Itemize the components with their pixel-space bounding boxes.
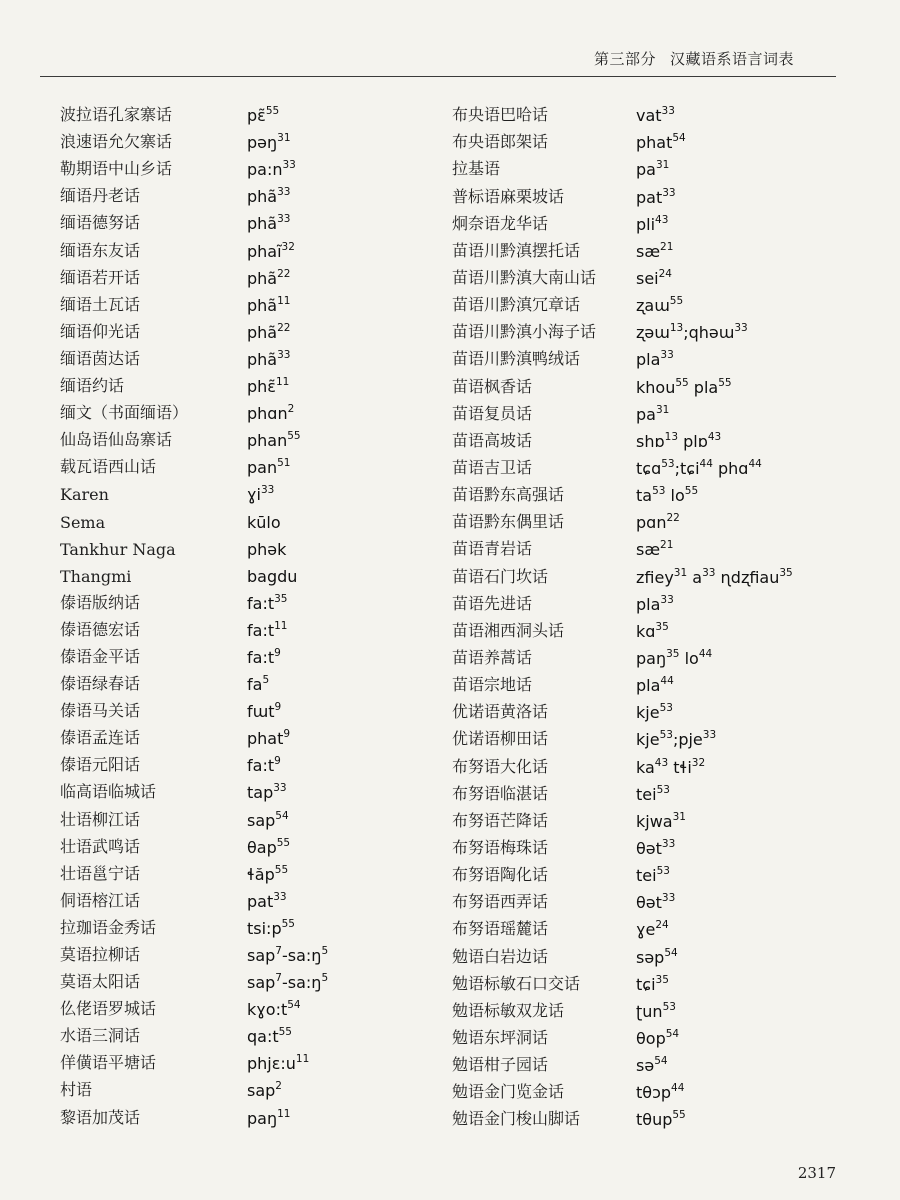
language-name: 载瓦语西山话 (60, 457, 157, 477)
word-entry-row (60, 830, 450, 857)
language-name: 侗语榕江话 (60, 890, 141, 910)
language-name: 缅语德努话 (60, 213, 141, 233)
word-entry-row (60, 477, 450, 504)
word-entry-row (60, 504, 450, 531)
word-entry-row (452, 912, 862, 939)
language-name: 勉语标敏双龙话 (452, 1000, 565, 1020)
word-entry-row (452, 967, 862, 994)
word-entry-row (60, 1019, 450, 1046)
language-name: 布努语梅珠话 (452, 837, 549, 857)
word-form: səp$^{54}$ (636, 946, 678, 967)
language-name: 傣语马关话 (60, 701, 141, 721)
word-entry-row (60, 559, 450, 586)
word-form: $pa:n^{33}$ (247, 159, 296, 180)
language-name: 缅语东友话 (60, 240, 141, 260)
language-name: 缅语土瓦话 (60, 294, 141, 314)
language-name: 勉语白岩边话 (452, 946, 549, 966)
word-entry-row (60, 802, 450, 829)
word-form: $qa:t^{55}$ (247, 1026, 292, 1047)
language-name: Tankhur Naga (60, 539, 176, 559)
word-entry-row (452, 152, 862, 179)
word-form: pat$^{33}$ (636, 186, 676, 207)
language-name: 傣语孟连话 (60, 728, 141, 748)
header-rule (40, 76, 836, 77)
word-form: pan$^{51}$ (247, 457, 291, 478)
left-column (60, 98, 450, 1128)
language-name: 傣语绿春话 (60, 674, 141, 694)
word-entry-row (452, 1021, 862, 1048)
word-form: ʐəɯ$^{13}$;qhəɯ$^{33}$ (636, 322, 748, 343)
word-form: $ka^{43}$ tɬi$^{32}$ (636, 756, 706, 777)
word-entry-row (452, 342, 862, 369)
word-form: paŋ$^{35}$ $lo^{44}$ (636, 647, 713, 668)
word-form: $sap^7-sa:ŋ^5$ (247, 972, 329, 993)
word-entry-row (452, 125, 862, 152)
word-form: $fa:t^{35}$ (247, 592, 288, 613)
language-name: 佯僙语平塘话 (60, 1053, 157, 1073)
word-form: ɣe$^{24}$ (636, 919, 669, 940)
language-name: 普标语麻栗坡话 (452, 186, 565, 206)
word-entry-row (452, 424, 862, 451)
language-name: 勒期语中山乡话 (60, 159, 173, 179)
language-name: 临高语临城话 (60, 782, 157, 802)
word-entry-row (452, 315, 862, 342)
word-form: tap$^{33}$ (247, 782, 287, 803)
word-form: phat$^9$ (247, 728, 291, 749)
word-form: phã$^{22}$ (247, 321, 291, 342)
word-form: pɑn$^{22}$ (636, 512, 680, 533)
language-name: 苗语复员话 (452, 403, 533, 423)
word-entry-row (60, 98, 450, 125)
word-entry-row (452, 994, 862, 1021)
word-entry-row (452, 614, 862, 641)
word-form: phək (247, 539, 287, 559)
page-number: 2317 (797, 1164, 836, 1182)
word-entry-row (60, 640, 450, 667)
language-name: 苗语高坡话 (452, 430, 533, 450)
word-entry-row (60, 694, 450, 721)
word-entry-row (452, 207, 862, 234)
word-form: phã$^{33}$ (247, 213, 291, 234)
language-name: 布努语临湛话 (452, 783, 549, 803)
word-form: $tsi:p^{55}$ (247, 917, 295, 938)
word-entry-row (60, 261, 450, 288)
word-entry-row (452, 505, 862, 532)
language-name: 优诺语黄洛话 (452, 702, 549, 722)
language-name: 布努语陶化话 (452, 865, 549, 885)
language-name: 苗语石门坎话 (452, 566, 549, 586)
word-form: paŋ$^{11}$ (247, 1107, 291, 1128)
language-name: 苗语川黔滇鸭绒话 (452, 349, 581, 369)
word-form: $phjɛ:u^{11}$ (247, 1053, 310, 1074)
word-entry-row (452, 1075, 862, 1102)
word-form: $fa:t^9$ (247, 646, 281, 667)
word-entry-row (60, 911, 450, 938)
word-form: θət$^{33}$ (636, 837, 676, 858)
word-form: $sæ^{21}$ (636, 539, 674, 560)
word-form: pɛ̃$^{55}$ (247, 105, 280, 126)
word-entry-row (60, 315, 450, 342)
right-column (452, 98, 862, 1129)
word-entry-row (452, 98, 862, 125)
language-name: 缅语若开话 (60, 267, 141, 287)
word-form: kūlo (247, 512, 281, 532)
word-form: pla$^{33}$ (636, 593, 674, 614)
word-form: $fa^5$ (247, 674, 270, 695)
word-entry-row (60, 748, 450, 775)
language-name: 缅语约话 (60, 376, 125, 396)
word-form: $ta^{53}$ $lo^{55}$ (636, 485, 699, 506)
word-entry-row (60, 586, 450, 613)
language-name: 苗语川黔滇大南山话 (452, 267, 597, 287)
running-header (594, 48, 794, 69)
language-name: Thangmi (60, 566, 132, 586)
language-name: 苗语黔东高强话 (452, 485, 565, 505)
word-form: sə$^{54}$ (636, 1055, 668, 1076)
word-entry-row (452, 451, 862, 478)
word-form: pat$^{33}$ (247, 890, 287, 911)
word-entry-row (452, 831, 862, 858)
word-form: tei$^{53}$ (636, 783, 670, 804)
language-name: 布央语巴哈话 (452, 105, 549, 125)
language-name: 勉语东坪洞话 (452, 1027, 549, 1047)
language-name: Karen (60, 485, 109, 505)
word-entry-row (60, 233, 450, 260)
word-form: phɛ̃$^{11}$ (247, 376, 290, 397)
word-form: ɣi$^{33}$ (247, 484, 275, 505)
word-entry-row (452, 261, 862, 288)
word-entry-row (60, 423, 450, 450)
language-name: 缅语仰光话 (60, 321, 141, 341)
language-name: 缅语丹老话 (60, 186, 141, 206)
language-name: 傣语元阳话 (60, 755, 141, 775)
word-form: phã$^{33}$ (247, 186, 291, 207)
word-form: ʈun$^{53}$ (636, 1000, 676, 1021)
word-form: khou$^{55}$ pla$^{55}$ (636, 376, 732, 397)
language-name: 壮语武鸣话 (60, 836, 141, 856)
language-name: 苗语养蒿话 (452, 647, 533, 667)
word-entry-row (60, 532, 450, 559)
header-part: 第三部分 (594, 50, 657, 68)
word-form: phã$^{11}$ (247, 294, 291, 315)
word-form: pla$^{44}$ (636, 675, 674, 696)
language-name: Sema (60, 512, 106, 532)
language-name: 苗语宗地话 (452, 675, 533, 695)
word-form: $pa^{31}$ (636, 159, 670, 180)
word-entry-row (452, 397, 862, 424)
language-name: 缅语茵达话 (60, 348, 141, 368)
word-form: sei$^{24}$ (636, 267, 672, 288)
language-name: 莫语太阳话 (60, 972, 141, 992)
word-form: tθup$^{55}$ (636, 1109, 686, 1130)
word-form: tθɔp$^{44}$ (636, 1082, 685, 1103)
word-form: phat$^{54}$ (636, 132, 686, 153)
word-form: kje$^{53}$ (636, 702, 673, 723)
word-form: pli$^{43}$ (636, 213, 669, 234)
word-entry-row (60, 721, 450, 748)
word-entry-row (60, 288, 450, 315)
word-form: tɕi$^{35}$ (636, 973, 669, 994)
language-name: 布努语芒降话 (452, 810, 549, 830)
language-name: 傣语金平话 (60, 646, 141, 666)
language-name: 傣语版纳话 (60, 592, 141, 612)
word-form: pəŋ$^{31}$ (247, 132, 291, 153)
header-title: 汉藏语系语言词表 (670, 50, 795, 68)
language-name: 莫语拉柳话 (60, 945, 141, 964)
word-entry-row (60, 152, 450, 179)
language-name: 黎语加茂话 (60, 1107, 141, 1127)
word-entry-row (60, 206, 450, 233)
word-form: zfiey$^{31}$ $a^{33}$ ɳdʐfiau$^{35}$ (636, 566, 793, 587)
language-name: 勉语金门览金话 (452, 1082, 565, 1102)
word-entry-row (60, 369, 450, 396)
word-form: θət$^{33}$ (636, 892, 676, 913)
language-name: 水语三洞话 (60, 1026, 141, 1046)
language-name: 苗语青岩话 (452, 539, 533, 559)
word-entry-row (60, 992, 450, 1019)
word-entry-row (452, 478, 862, 505)
word-form: phã$^{33}$ (247, 348, 291, 369)
language-name: 苗语湘西洞头话 (452, 620, 565, 640)
word-form: $kɣo:t^{54}$ (247, 999, 301, 1020)
word-form: phɑn$^2$ (247, 403, 295, 424)
language-name: 炯奈语龙华话 (452, 213, 549, 233)
language-name: 布央语郎架话 (452, 132, 549, 152)
word-entry-row (60, 857, 450, 884)
language-name: 布努语大化话 (452, 756, 549, 776)
word-form: ɬăp$^{55}$ (247, 863, 289, 884)
word-entry-row (452, 695, 862, 722)
language-name: 壮语柳江话 (60, 809, 141, 829)
word-entry-row (452, 858, 862, 885)
language-name: 布努语瑶麓话 (452, 919, 549, 939)
word-entry-row (60, 667, 450, 694)
word-form: $pa^{31}$ (636, 403, 670, 424)
word-entry-row (452, 532, 862, 559)
word-entry-row (452, 722, 862, 749)
language-name: 布努语西弄话 (452, 892, 549, 912)
word-entry-row (60, 125, 450, 152)
language-name: 苗语川黔滇冗章话 (452, 295, 581, 315)
word-entry-row (452, 288, 862, 315)
language-name: 苗语黔东偶里话 (452, 512, 565, 532)
word-entry-row (60, 396, 450, 423)
word-entry-row (452, 369, 862, 396)
word-entry-row (60, 965, 450, 992)
word-form: fɯt$^9$ (247, 701, 282, 722)
language-name: 苗语先进话 (452, 593, 533, 613)
word-form: phan$^{55}$ (247, 430, 301, 451)
word-form: pla$^{33}$ (636, 349, 674, 370)
word-form: bagdu (247, 566, 298, 586)
word-form: sap$^2$ (247, 1080, 282, 1101)
language-name: 苗语枫香话 (452, 376, 533, 396)
word-entry-row (452, 1048, 862, 1075)
word-form: kɑ$^{35}$ (636, 620, 669, 641)
word-form: kje$^{53}$;pje$^{33}$ (636, 729, 717, 750)
word-entry-row (452, 668, 862, 695)
word-entry-row (452, 749, 862, 776)
word-entry-row (60, 1073, 450, 1100)
word-entry-row (452, 885, 862, 912)
word-entry-row (452, 804, 862, 831)
language-name: 勉语金门梭山脚话 (452, 1109, 581, 1129)
word-entry-row (452, 234, 862, 261)
language-name: 仫佬语罗城话 (60, 999, 157, 1019)
word-form: shɒ$^{13}$ plɒ$^{43}$ (636, 430, 722, 451)
word-entry-row (60, 179, 450, 206)
word-form: tei$^{53}$ (636, 865, 670, 886)
word-entry-row (60, 884, 450, 911)
language-name: 波拉语孔家寨话 (60, 105, 173, 125)
word-entry-row (452, 641, 862, 668)
word-form: phaĩ$^{32}$ (247, 240, 295, 261)
word-entry-row (452, 179, 862, 206)
word-entry-row (452, 587, 862, 614)
language-name: 村语 (60, 1080, 93, 1100)
language-name: 勉语标敏石口交话 (452, 973, 581, 993)
word-form: tɕɑ$^{53}$;tɕi$^{44}$ phɑ$^{44}$ (636, 457, 762, 478)
word-entry-row (60, 938, 450, 965)
language-name: 苗语川黔滇小海子话 (452, 322, 597, 342)
word-entry-row (60, 613, 450, 640)
word-entry-row (60, 775, 450, 802)
language-name: 浪速语允欠寨话 (60, 132, 173, 152)
word-form: sap$^{54}$ (247, 809, 289, 830)
word-form: $sap^7-sa:ŋ^5$ (247, 945, 329, 965)
word-form: $sæ^{21}$ (636, 240, 674, 261)
language-name: 傣语德宏话 (60, 619, 141, 639)
word-form: phã$^{22}$ (247, 267, 291, 288)
word-entry-row (60, 1100, 450, 1127)
word-form: θap$^{55}$ (247, 836, 291, 857)
word-entry-row (452, 939, 862, 966)
word-entry-row (60, 450, 450, 477)
word-entry-row (60, 342, 450, 369)
language-name: 优诺语柳田话 (452, 729, 549, 749)
word-entry-row (452, 559, 862, 586)
language-name: 缅文（书面缅语） (60, 403, 189, 423)
language-name: 勉语柑子园话 (452, 1055, 549, 1075)
language-name: 仙岛语仙岛寨话 (60, 430, 173, 450)
word-form: θop$^{54}$ (636, 1027, 680, 1048)
language-name: 拉珈语金秀话 (60, 917, 157, 937)
language-name: 苗语川黔滇摆托话 (452, 240, 581, 260)
word-form: kjwa$^{31}$ (636, 810, 686, 831)
language-name: 壮语邕宁话 (60, 863, 141, 883)
language-name: 拉基语 (452, 159, 501, 179)
word-entry-row (452, 1102, 862, 1129)
word-entry-row (452, 777, 862, 804)
language-name: 苗语吉卫话 (452, 457, 533, 477)
word-form: $fa:t^{11}$ (247, 619, 288, 640)
word-form: ʐaɯ$^{55}$ (636, 295, 684, 316)
word-form: vat$^{33}$ (636, 105, 675, 126)
word-entry-row (60, 1046, 450, 1073)
word-form: $fa:t^9$ (247, 755, 281, 776)
